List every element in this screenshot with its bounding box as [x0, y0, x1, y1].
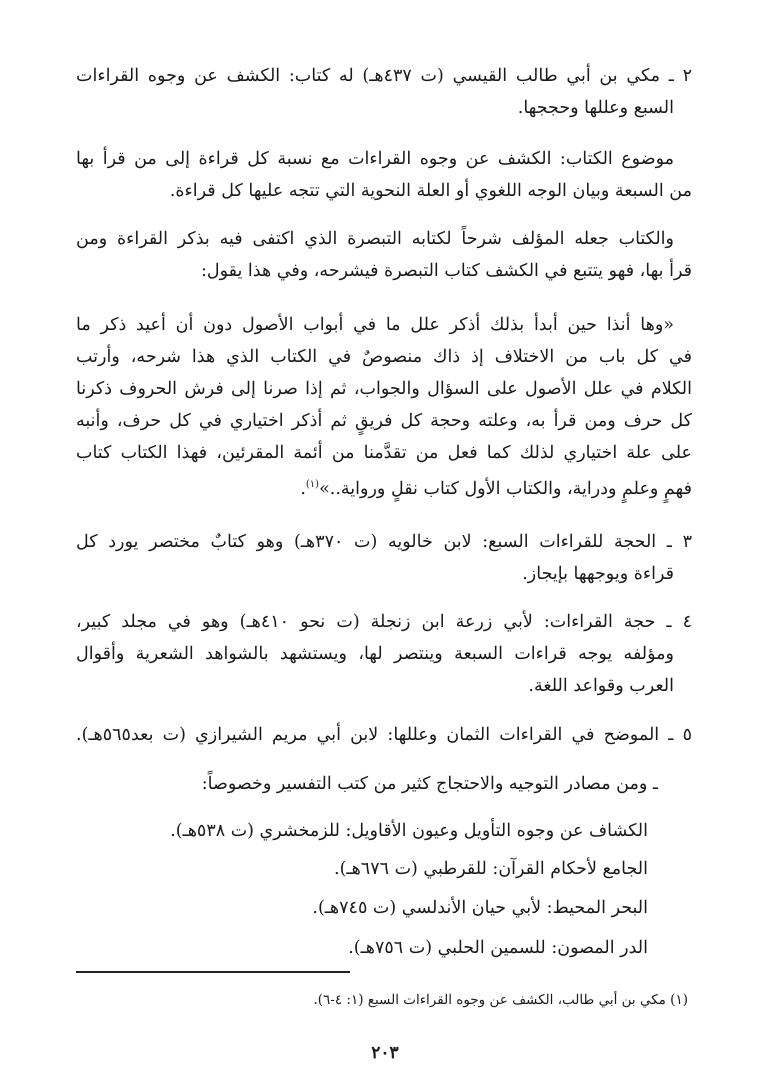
page-number: ٢٠٣ [371, 1043, 399, 1063]
paragraph-book-line-2: قرأ بها، فهو يتتبع في الكشف كتاب التبصرة فيشرحه، وفي هذا يقول: [200, 261, 692, 281]
paragraph-book-line-1: والكتاب جعله المؤلف شرحاً لكتابه التبصرة الذي اكتفى فيه بذكر القراءة ومن [76, 229, 674, 249]
source-qurtubi: الجامع لأحكام القرآن: للقرطبي (ت ٦٧٦هـ). [334, 859, 648, 879]
quote-line-6-period: . [300, 478, 306, 499]
paragraph-topic-line-1: موضوع الكتاب: الكشف عن وجوه القراءات مع نسبة كل قراءة إلى من قرأ بها [76, 149, 674, 169]
footnote-separator [76, 971, 350, 973]
item-2-line-1: ٢ ـ مكي بن أبي طالب القيسي (ت ٤٣٧هـ) له كتاب: الكشف عن وجوه القراءات [76, 66, 692, 86]
quote-line-6-text: فهمٍ وعلمٍ ودراية، والكتاب الأول كتاب نقلٍ ورواية..» [319, 478, 692, 499]
item-3-line-1: ٣ ـ الحجة للقراءات السبع: لابن خالويه (ت ٣٧٠هـ) وهو كتابٌ مختصر يورد كل [76, 532, 692, 552]
quote-line-1: «وها أنذا حين أبدأ بذلك أذكر علل ما في أبواب الأصول دون أن أعيد ذكر ما [76, 315, 674, 335]
quote-line-5: على علة اختياري لذلك كما فعل من تقدَّمنا من أئمة المقرئين، فهذا الكتاب كتاب [76, 443, 692, 463]
item-2-line-2: السبع وعللها وحججها. [517, 98, 674, 118]
item-4-line-3: العرب وقواعد اللغة. [528, 676, 674, 696]
item-4-line-1: ٤ ـ حجة القراءات: لأبي زرعة ابن زنجلة (ت نحو ٤١٠هـ) وهو في مجلد كبير، [76, 612, 692, 632]
source-kashshaf: الكشاف عن وجوه التأويل وعيون الأقاويل: للزمخشري (ت ٥٣٨هـ). [170, 821, 648, 841]
quote-line-6 [76, 472, 692, 502]
source-durr-masun: الدر المصون: للسمين الحلبي (ت ٧٥٦هـ). [348, 938, 648, 958]
source-bahr-muhit: البحر المحيط: لأبي حيان الأندلسي (ت ٧٤٥هـ). [312, 898, 648, 918]
footnote-marker: (١) [305, 479, 320, 490]
quote-line-2: في كل باب من الاختلاف إذ ذاك منصوصٌ في الكتاب الذي هذا شرحه، وأرتب [76, 347, 692, 367]
paragraph-topic-line-2: من السبعة وبيان الوجه اللغوي أو العلة النحوية التي تتجه عليها كل قراءة. [169, 181, 692, 201]
item-3-line-2: قراءة ويوجهها بإيجاز. [522, 564, 674, 584]
quote-line-3: الكلام في علل الأصول على السؤال والجواب، ثم إذا صرنا إلى فرش الحروف ذكرنا [76, 379, 692, 399]
sources-intro: ـ ومن مصادر التوجيه والاحتجاج كثير من كتب التفسير وخصوصاً: [201, 774, 658, 794]
item-4-line-2: ومؤلفه يوجه قراءات السبعة وينتصر لها، ويستشهد بالشواهد الشعرية وأقوال [76, 644, 674, 664]
quote-line-4: كل حرف ومن قرأ به، وعلته وحجة كل فريقٍ ثم أذكر اختياري في كل حرف، وأنبه [76, 411, 692, 431]
footnote: (١) مكي بن أبي طالب، الكشف عن وجوه القراءات السبع (١: ٤-٦). [313, 992, 688, 1008]
item-5-line-1: ٥ ـ الموضح في القراءات الثمان وعللها: لابن أبي مريم الشيرازي (ت بعد٥٦٥هـ). [76, 725, 692, 745]
